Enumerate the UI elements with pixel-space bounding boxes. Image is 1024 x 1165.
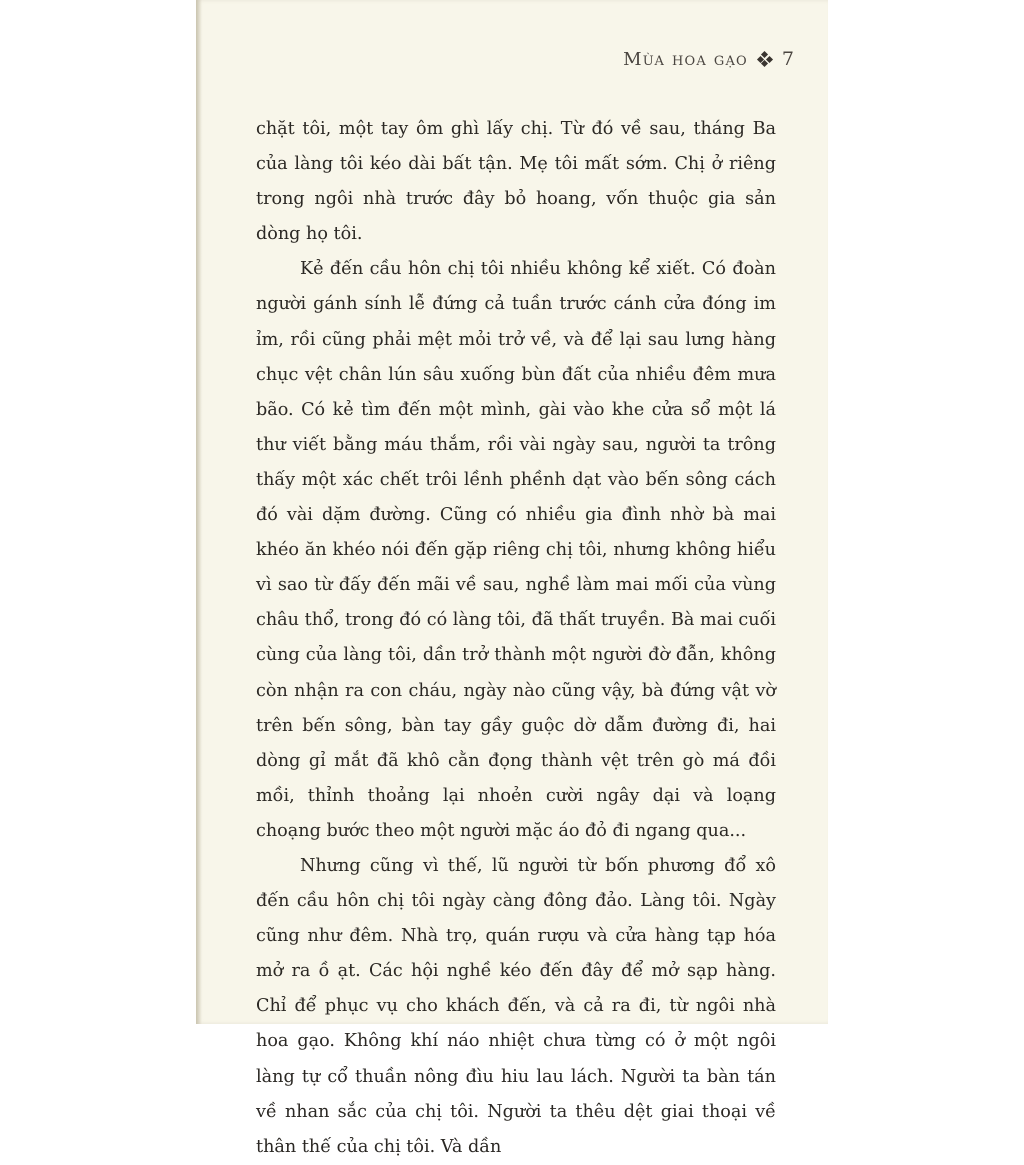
paragraph-2: Kẻ đến cầu hôn chị tôi nhiều không kể xiết. Có đoàn người gánh sính lễ đứng cả tuần trước cánh cửa đóng im ỉm, rồi cũng phải mệt mỏi trở về, và để lại sau lưng hàng chục vệt chân lún sâu xuống bùn đất của nhiều đêm mưa bão. Có kẻ tìm đến một mình, gài vào khe cửa sổ một lá thư viết bằng máu thắm, rồi vài ngày sau, người ta trông thấy một xác chết trôi lềnh phềnh dạt vào bến sông cách đó vài dặm đường. Cũng có nhiều gia đình nhờ bà mai khéo ăn khéo nói đến gặp riêng chị tôi, nhưng không hiểu vì sao từ đấy đến mãi về sau, nghề làm mai mối của vùng châu thổ, trong đó có làng tôi, đã thất truyền. Bà mai cuối cùng của làng tôi, dần trở thành một người đờ đẫn, không còn nhận ra con cháu, ngày nào cũng vậy, bà đứng vật vờ trên bến sông, bàn tay gầy guộc dờ dẫm đường đi, hai dòng gỉ mắt đã khô cằn đọng thành vệt trên gò má đồi mồi, thỉnh thoảng lại nhoẻn cười ngây dại và loạng choạng bước theo một người mặc áo đỏ đi ngang qua...: [256, 259, 776, 841]
paragraph-1: chặt tôi, một tay ôm ghì lấy chị. Từ đó về sau, tháng Ba của làng tôi kéo dài bất tận. Mẹ tôi mất sớm. Chị ở riêng trong ngôi nhà trước đây bỏ hoang, vốn thuộc gia sản dòng họ tôi.: [256, 119, 776, 245]
paragraph-3: Nhưng cũng vì thế, lũ người từ bốn phương đổ xô đến cầu hôn chị tôi ngày càng đông đảo. Làng tôi. Ngày cũng như đêm. Nhà trọ, quán rượu và cửa hàng tạp hóa mở ra ồ ạt. Các hội nghề kéo đến đây để mở sạp hàng. Chỉ để phục vụ cho khách đến, và cả ra đi, từ ngôi nhà hoa gạo. Không khí náo nhiệt chưa từng có ở một ngôi làng tự cổ thuần nông đìu hiu lau lách. Người ta bàn tán về nhan sắc của chị tôi. Người ta thêu dệt giai thoại về thân thế của chị tôi. Và dần: [256, 855, 776, 1157]
page-gutter-shadow: [196, 0, 202, 1024]
running-header: [623, 48, 794, 70]
body-text: [256, 112, 776, 1165]
page-number: 7: [781, 48, 794, 70]
four-diamond-ornament-icon: [758, 52, 772, 66]
chapter-title: Mùa hoa gạo: [623, 48, 748, 70]
